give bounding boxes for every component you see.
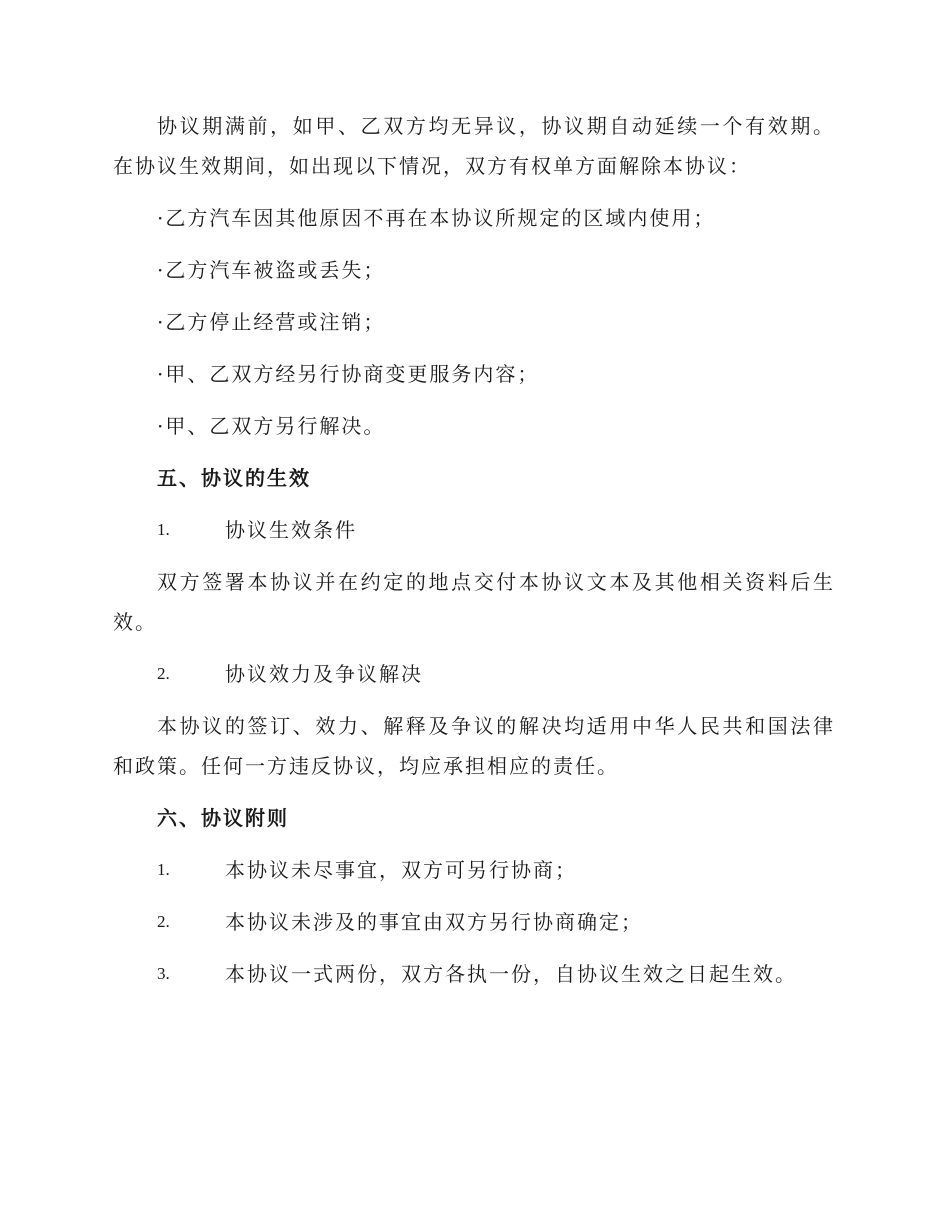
intro-paragraph: 协议期满前，如甲、乙双方均无异议，协议期自动延续一个有效期。在协议生效期间，如出现以下情况，双方有权单方面解除本协议： bbox=[113, 114, 835, 178]
section6-item-1-number: 1. bbox=[157, 860, 170, 879]
section6-item-3 bbox=[157, 954, 835, 994]
section5-item-2 bbox=[157, 654, 835, 694]
termination-item-3: ·乙方停止经营或注销； bbox=[157, 310, 386, 334]
section5-item-2-body: 本协议的签订、效力、解释及争议的解决均适用中华人民共和国法律和政策。任何一方违反协议，均应承担相应的责任。 bbox=[113, 714, 835, 778]
section6-item-1 bbox=[157, 850, 835, 890]
section6-item-3-text: 本协议一式两份，双方各执一份，自协议生效之日起生效。 bbox=[225, 962, 797, 986]
section5-item-1 bbox=[157, 510, 835, 550]
section5-item-2-number: 2. bbox=[157, 664, 170, 683]
section6-item-1-text: 本协议未尽事宜，双方可另行协商； bbox=[225, 858, 577, 882]
document-body bbox=[113, 106, 835, 1006]
section6-heading: 六、协议附则 bbox=[157, 806, 289, 830]
termination-item-4: ·甲、乙双方经另行协商变更服务内容； bbox=[157, 362, 540, 386]
termination-item-1: ·乙方汽车因其他原因不再在本协议所规定的区域内使用； bbox=[157, 206, 716, 230]
section6-item-2-text: 本协议未涉及的事宜由双方另行协商确定； bbox=[225, 910, 643, 934]
section5-item-1-number: 1. bbox=[157, 520, 170, 539]
section5-item-2-title: 协议效力及争议解决 bbox=[225, 662, 423, 686]
termination-item-2: ·乙方汽车被盗或丢失； bbox=[157, 258, 386, 282]
section5-item-1-body: 双方签署本协议并在约定的地点交付本协议文本及其他相关资料后生效。 bbox=[113, 570, 835, 634]
section5-heading: 五、协议的生效 bbox=[157, 466, 311, 490]
section6-item-3-number: 3. bbox=[157, 964, 170, 983]
section5-item-1-title: 协议生效条件 bbox=[225, 518, 357, 542]
section6-item-2-number: 2. bbox=[157, 912, 170, 931]
termination-item-5: ·甲、乙双方另行解决。 bbox=[157, 414, 386, 438]
section6-item-2 bbox=[157, 902, 835, 942]
